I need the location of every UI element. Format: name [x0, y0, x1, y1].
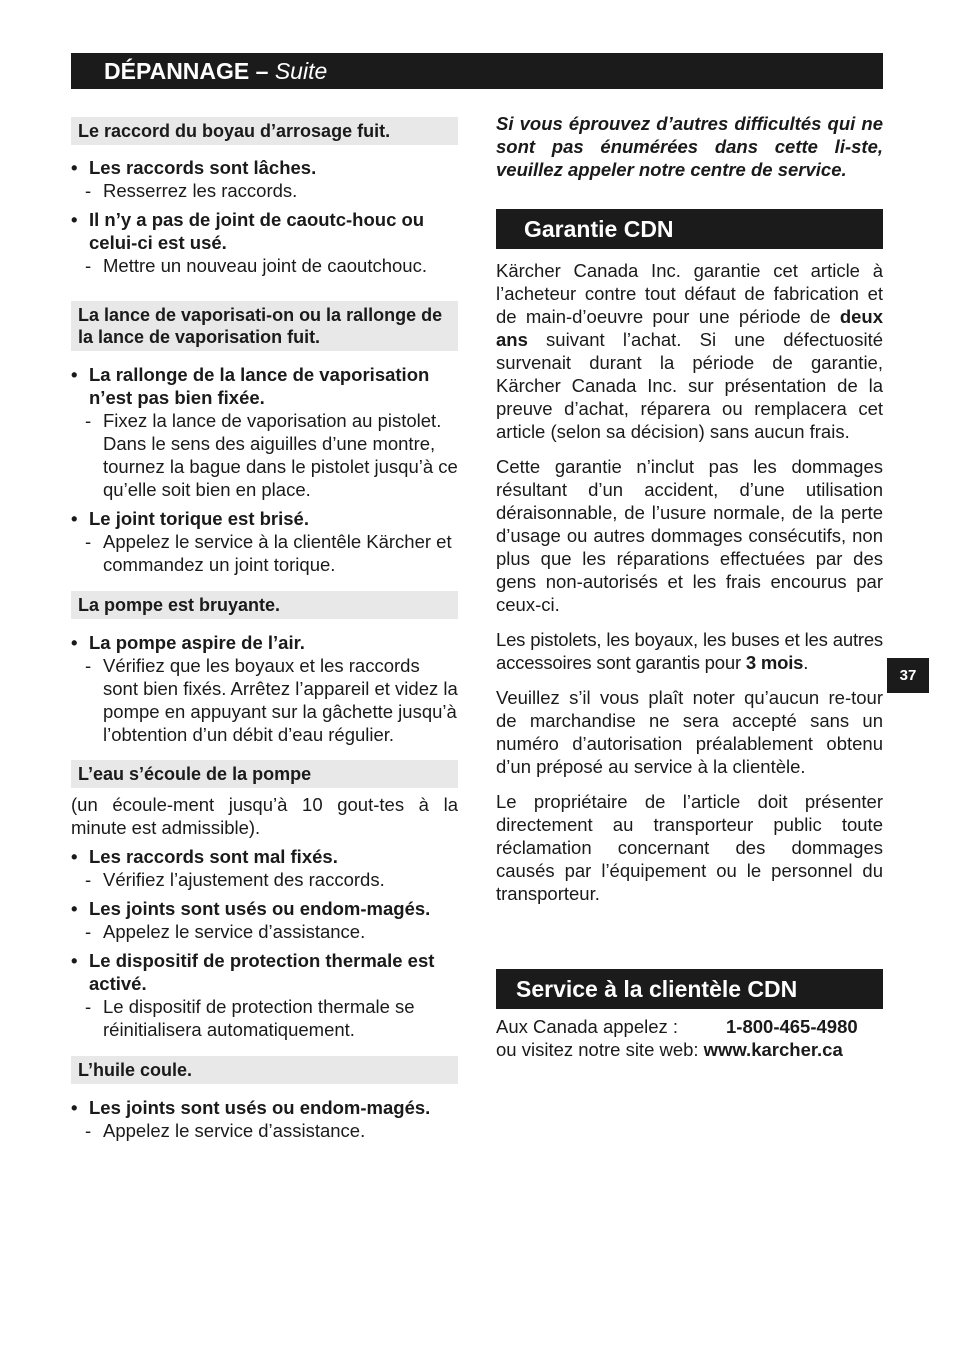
problem-item: • Le joint torique est brisé.: [71, 508, 309, 529]
problem-item: • Les joints sont usés ou endom-magés.: [71, 898, 431, 919]
solution-item: - Appelez le service d’assistance.: [85, 921, 366, 942]
solution-item: - Resserrez les raccords.: [85, 180, 298, 201]
section-heading-oil-leak: L’huile coule.: [71, 1056, 458, 1084]
solution-item: - Appelez le service à la clientêle Kärcher et commandez un joint torique.: [85, 531, 452, 575]
section-heading-pump-noisy: La pompe est bruyante.: [71, 591, 458, 619]
troubleshooting-column: [71, 117, 458, 1142]
problem-item: • La rallonge de la lance de vaporisation n’est pas bien fixée.: [71, 364, 430, 408]
warranty-heading: Garantie CDN: [496, 209, 883, 249]
problem-item: • Les raccords sont lâches.: [71, 157, 317, 178]
solution-item: - Fixez la lance de vaporisation au pistolet. Dans le sens des aiguilles d’une montre, tournez la bague dans le pistolet jusqu’à ce qu’elle soit bien en place.: [85, 410, 458, 500]
page-header: [71, 53, 883, 89]
section-note: (un écoule-ment jusqu’à 10 gout-tes à la minute est admissible).: [71, 794, 458, 838]
warranty-paragraph: Kärcher Canada Inc. garantie cet article à l’acheteur contre tout défaut de fabrication et de main-d’oeuvre pour une période de deux ans suivant l’achat. Si une défectuosité survenait durant la période de garantie, Kärcher Canada Inc. sur présentation de la preuve d’achat, réparera ou remplacera cet article (selon sa décision) sans aucun frais.: [496, 260, 883, 442]
solution-item: - Le dispositif de protection thermale se réinitialisera automatiquement.: [85, 996, 415, 1040]
return-authorization-paragraph: Veuillez s’il vous plaît noter qu’aucun re-tour de marchandise ne sera accepté sans un numéro d’autorisation préalablement obtenu d’un préposé au service à la clientèle.: [496, 687, 883, 777]
section-heading-pump-water-leak: L’eau s’écoule de la pompe: [71, 760, 458, 788]
problem-item: • Il n’y a pas de joint de caoutc-houc ou celui-ci est usé.: [71, 209, 425, 253]
page-title: DÉPANNAGE –: [104, 58, 275, 84]
carrier-claims-paragraph: Le propriétaire de l’article doit présenter directement au transporteur public toute réclamation concernant des dommages causés par l’équipement ou le personnel du transporteur.: [496, 791, 883, 904]
solution-item: - Appelez le service d’assistance.: [85, 1120, 366, 1141]
warranty-column: [496, 112, 883, 1061]
phone-number: 1-800-465-4980: [726, 1016, 858, 1037]
phone-label: Aux Canada appelez :: [496, 1016, 679, 1037]
solution-item: - Vérifiez l’ajustement des raccords.: [85, 869, 385, 890]
section-heading-lance-leak: La lance de vaporisati-on ou la rallonge de la lance de vaporisation fuit.: [71, 301, 458, 351]
solution-item: - Vérifiez que les boyaux et les raccords sont bien fixés. Arrêtez l’appareil et videz la pompe en appuyant sur la gâchette jusqu’à l’obtention d’un débit d’eau régulier.: [85, 655, 458, 745]
problem-item: • Les joints sont usés ou endom-magés.: [71, 1097, 431, 1118]
accessories-warranty-paragraph: Les pistolets, les boyaux, les buses et les autres accessoires sont garantis pour 3 mois.: [496, 629, 883, 673]
page-title-suffix: Suite: [274, 58, 328, 84]
problem-item: • La pompe aspire de l’air.: [71, 632, 305, 653]
other-difficulties-note: Si vous éprouvez d’autres difficultés qui ne sont pas énumérées dans cette li-ste, veuillez appeler notre centre de service.: [496, 113, 883, 180]
website-url: www.karcher.ca: [703, 1039, 843, 1060]
section-heading-hose-leak: Le raccord du boyau d’arrosage fuit.: [71, 117, 458, 145]
contact-info: [496, 1015, 883, 1061]
customer-service-heading: Service à la clientèle CDN: [496, 969, 883, 1009]
page-number: 37: [887, 658, 929, 693]
website-label: ou visitez notre site web:: [496, 1039, 699, 1060]
problem-item: • Le dispositif de protection thermale est activé.: [71, 950, 435, 994]
solution-item: - Mettre un nouveau joint de caoutchouc.: [85, 255, 427, 276]
problem-item: • Les raccords sont mal fixés.: [71, 846, 338, 867]
warranty-exclusions-paragraph: Cette garantie n’inclut pas les dommages résultant d’un accident, d’une utilisation déraisonnable, de l’usure normale, de la perte d’usage ou autres dommages consécutifs, non plus que les réparations effectuées par des gens non-autorisés et les frais encourus par ceux-ci.: [496, 456, 883, 615]
